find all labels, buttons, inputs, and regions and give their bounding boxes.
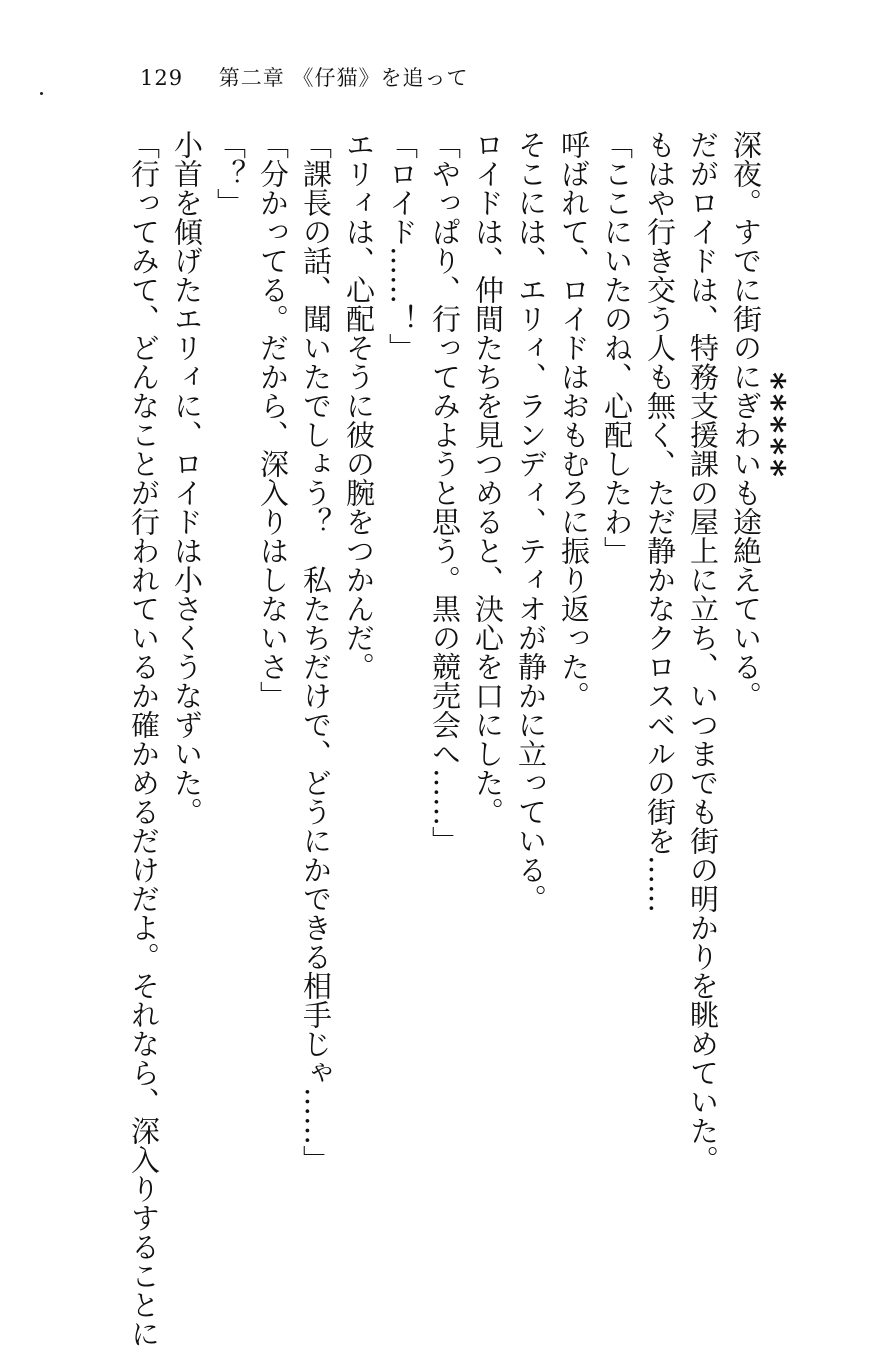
paragraph: エリィは、心配そうに彼の腕をつかんだ。 bbox=[342, 130, 376, 681]
running-header bbox=[140, 62, 468, 92]
chapter-title: 第二章 《仔猫》を追って bbox=[218, 66, 469, 90]
paragraph: 「分かってる。だから、深入りはしないさ」 bbox=[256, 130, 290, 710]
paragraph: 「ロイド……！」 bbox=[385, 130, 419, 362]
paragraph: 「行ってみて、どんなことが行われているか確かめるだけだよ。それなら、深入りすることに bbox=[127, 130, 161, 1348]
paragraph: 「？」 bbox=[213, 130, 247, 217]
paragraph: 「やっぱり、行ってみようと思う。黒の競売会へ……」 bbox=[428, 130, 462, 855]
paragraph: ロイドは、仲間たちを見つめると、決心を口にした。 bbox=[471, 130, 505, 826]
page-mark bbox=[40, 92, 43, 95]
paragraph: もはや行き交う人も無く、ただ静かなクロスベルの街を…… bbox=[643, 130, 677, 913]
paragraph: 「ここにいたのね、心配したわ」 bbox=[600, 130, 634, 565]
paragraph: 「課長の話、聞いたでしょう？ 私たちだけで、どうにかできる相手じゃ……」 bbox=[299, 130, 333, 1174]
paragraph: 深夜。すでに街のにぎわいも途絶えている。 bbox=[729, 130, 763, 710]
paragraph: 呼ばれて、ロイドはおもむろに振り返った。 bbox=[557, 130, 591, 710]
paragraph: そこには、エリィ、ランディ、ティオが静かに立っている。 bbox=[514, 130, 548, 913]
paragraph: だがロイドは、特務支援課の屋上に立ち、いつまでも街の明かりを眺めていた。 bbox=[686, 130, 720, 1174]
page-number: 129 bbox=[140, 66, 184, 90]
section-break: ***** bbox=[752, 372, 792, 481]
body-text bbox=[122, 130, 767, 1348]
paragraph: 小首を傾げたエリィに、ロイドは小さくうなずいた。 bbox=[170, 130, 204, 826]
